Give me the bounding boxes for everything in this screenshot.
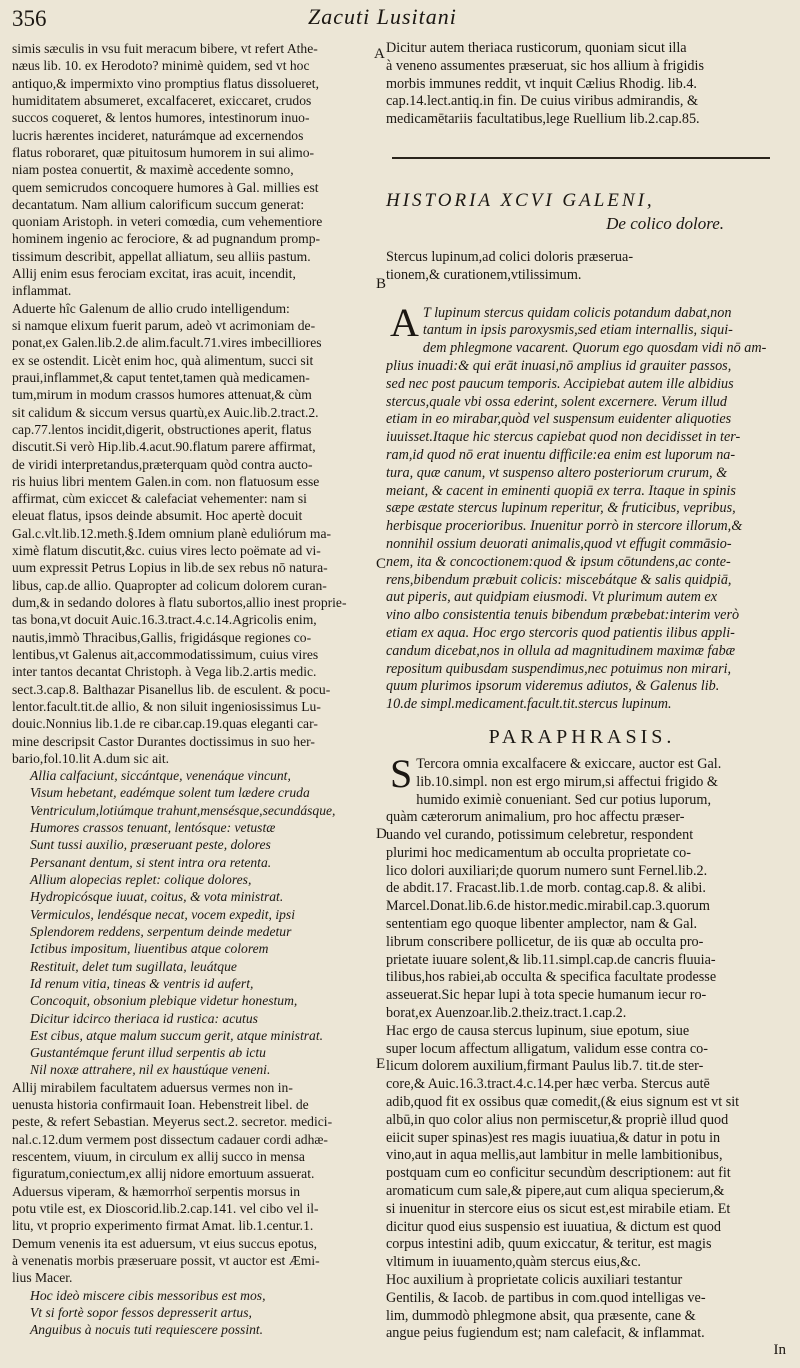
summary-line: Stercus lupinum,ad colici doloris præserua- [386, 248, 634, 265]
left-text-block-1 [12, 40, 376, 767]
text-line: decantatum. Nam allium calorificum succum generat: [12, 196, 305, 212]
history-text-continued [386, 358, 778, 714]
text-line: Aduersus viperam, & hæmorrhoï serpentis morsus in [12, 1183, 301, 1199]
text-line: dem phlegmone vacarent. Quorum ego quosdam vidi nō am- [422, 340, 767, 357]
text-line: quum plurimos ipsorum videremus adiutos, & Galenus lib. [386, 678, 720, 695]
text-line: de abdit.17. Fracast.lib.1.de morb. contag.cap.8. & alibi. [386, 880, 706, 897]
text-line: ex se ostendit. Licèt enim hoc, quà alimentum, succi sit [12, 352, 314, 368]
text-line: super locum affectum alligatum, validum esse contra co- [386, 1040, 709, 1057]
verse-line: Vermiculos, lendésque necat, vocem expedit, ipsi [30, 906, 295, 922]
text-line: Allij enim esus ferociam excitat, iras acuit, incendit, [12, 266, 296, 282]
margin-letter-e: E [376, 1056, 386, 1072]
margin-letter-a: A [374, 46, 385, 62]
text-line: plius inuadi:& qui erāt inuasi,nō amplius id grauiter passos, [386, 357, 732, 374]
text-line: Dicitur autem theriaca rusticorum, quoniam sicut illa [386, 40, 687, 56]
text-line: lib.10.simpl. non est ergo mirum,si affectui frigido & [416, 773, 718, 790]
text-line: hominem ingenio ac ferociore, & ad pugnandum promp- [12, 231, 321, 247]
text-line: borat,ex Auenzoar.lib.2.theiz.tract.1.cap.2. [386, 1005, 627, 1022]
text-line: figuratum,coniectum,ex allij nidore emortuum assuerat. [12, 1166, 315, 1182]
text-line: niam postea conuertit, & maximè accedente somno, [12, 162, 294, 178]
text-line: praui,inflammet,& caput tentet,tamen quà medicamen- [12, 369, 310, 385]
text-line: lico dolori auxiliari;de quorum numero sunt Fernel.lib.2. [386, 862, 708, 879]
text-line: peste, & refert Sebastian. Meyerus sect.2. secretor. medici- [12, 1114, 333, 1130]
text-line: morbis immunes reddit, vt inquit Cælius Rhodig. lib.4. [386, 75, 697, 92]
text-line: à veneno assumentes præseruat, sic hos allium à frigidis [386, 57, 704, 74]
text-line: affirmat, cùm exiccet & calefaciat vehementer: nam si [12, 491, 307, 507]
text-line: medicamētariis facultatibus,lege Ruellium lib.2.cap.85. [386, 111, 700, 128]
text-line: lucris hærentes incideret, naturámque ad excernendos [12, 127, 304, 143]
history-dropcap: A [390, 304, 419, 345]
text-line: ris huius libri mentem Galen.in com. non flatuosum esse [12, 473, 320, 489]
text-line: tantum in ipsis paroxysmis,sed etiam internallis, siqui- [422, 322, 733, 339]
text-line: aromaticum cum sale,& pipere,aut cum aliqua specierum,& [386, 1183, 725, 1200]
verse-line: Restituit, delet tum sugillata, leuátque [30, 958, 237, 974]
text-line: uenusta historia confirmauit Ioan. Hebenstreit libel. de [12, 1097, 309, 1113]
text-line: sed nec post paucum temporis. Accipiebat autem ille albidius [386, 375, 734, 392]
text-line: Hac ergo de causa stercus lupinum, siue epotum, siue [386, 1022, 690, 1039]
text-line: ram,id quod nō erat inuentu difficile:ea enim est luporum na- [386, 446, 736, 463]
text-line: lius Macer. [12, 1270, 73, 1286]
text-line: uando vel curando, potissimum celebretur, respondent [386, 827, 694, 844]
right-column [386, 40, 778, 1343]
text-line: litu, vt proprio experimento firmat Amat. lib.1.centur.1. [12, 1218, 314, 1234]
text-line: sæpe æstate stercus lupinum reperitur, & fruticibus, vepribus, [386, 500, 736, 517]
verse-line: Sunt tussi auxilio, præseruant peste, dolores [30, 837, 271, 853]
verse-line: Dicitur idcirco theriaca id rustica: acutus [30, 1010, 258, 1026]
text-line: si inuenitur in stercore eius os sicut est,est mirabile etiam. Et [386, 1200, 731, 1217]
text-line: stercus,quale vbi ossa ederint, solent excernere. Verum illud [386, 393, 727, 410]
verse-line: Vt si fortè sopor fessos depresserit artus, [30, 1304, 252, 1320]
text-line: flatus roboraret, quæ pituitosum humorem in sui alimo- [12, 144, 315, 160]
text-line: etiam ex aqua. Hoc ergo stercoris quod patientis ilibus appli- [386, 624, 735, 641]
text-line: vino albo consistentia tenuis bibendum præbebat:interim verò [386, 607, 740, 624]
text-line: uum expressit Petrus Lopius in lib.de sex rebus nō natura- [12, 560, 328, 576]
text-line: corpus intestini adib, quum exiccatur, & teritur, est magis [386, 1236, 712, 1253]
text-line: herbisque procerioribus. Inuenitur porrò in stercore illorum,& [386, 518, 743, 535]
verse-line: Allium alopecias replet: colique dolores, [30, 872, 252, 887]
text-line: vino,aut in aqua mellis,aut lambitur in melle lambitionibus, [386, 1147, 723, 1164]
text-line: sect.3.cap.8. Balthazar Pisanellus lib. de esculent. & pocu- [12, 681, 331, 697]
verse-line: Visum hebetant, eadémque solent tum lædere cruda [30, 785, 310, 801]
text-line: tas bona,vt docuit Auic.16.3.tract.4.c.14.Agricolis enim, [12, 612, 317, 628]
left-verse-block-1 [12, 767, 376, 1079]
text-line: Gentilis, & Iacob. de partibus in com.quod intelligas ve- [386, 1289, 706, 1306]
text-line: T lupinum stercus quidam colicis potandum dabat,non [422, 304, 732, 321]
catchword: In [773, 1342, 786, 1358]
text-line: discutit.Si verò Hip.lib.4.acut.90.flatum parere affirmat, [12, 439, 316, 455]
text-line: lentor.facult.tit.de allio, & non siluit ingeniosissimus Lu- [12, 698, 321, 714]
text-line: eleuat flatus, ipsos deinde absumit. Hoc apertè docuit [12, 508, 303, 524]
left-verse-block-2 [12, 1287, 376, 1339]
margin-letter-d: D [376, 826, 387, 842]
text-line: eiicit super spinas)est res magis iuuatiua,& datur in potu in [386, 1129, 721, 1146]
text-line: asseuerat.Sic hepar lupi à tota specie humanum iecur ro- [386, 987, 707, 1004]
paraphrasis-dropcap: S [390, 755, 413, 796]
text-line: tura, quæ canum, vt suspenso altero posteriorum crurum, & [386, 464, 728, 481]
verse-line: Id renum vitia, tineas & ventris id aufert, [30, 975, 254, 991]
text-line: quoniam Aristoph. in veteri comœdia, cum vehementiore [12, 214, 323, 230]
verse-line: Ventriculum,lotiúmque trahunt,mensésque,secundásque, [30, 802, 336, 818]
verse-line: Humores crassos tenuant, lentósque: vetustæ [30, 820, 276, 836]
verse-line: Hoc ideò miscere cibis messoribus est mos, [30, 1287, 266, 1303]
text-line: meiant, & cacent in eminenti quopiā ex terra. Itaque in spinis [386, 482, 736, 499]
text-line: postquam cum eo conficitur secundùm descriptionem: aut fit [386, 1165, 731, 1182]
text-line: succos coqueret, & lentos humores, intestinorum inuo- [12, 110, 310, 126]
text-line: antiquo,& impermixto vino promptius flatus dissolueret, [12, 75, 319, 91]
verse-line: Nil noxæ attrahere, nil ex haustúque veneni. [30, 1062, 271, 1078]
margin-letter-b: B [376, 276, 387, 292]
verse-line: Allia calfaciunt, siccántque, venenáque vincunt, [30, 768, 291, 784]
text-line: ximè flatum discutit,&c. cuius vires lecto poëmate ad vi- [12, 543, 321, 559]
text-line: iuuisset.Itaque hic stercus capiebat quod non decidisset in ter- [386, 429, 741, 446]
text-line: Demum venenis ita est aduersum, vt eius succus epotus, [12, 1235, 318, 1251]
left-column [12, 40, 376, 1338]
text-line: sit calidum & siccum versus quartù,ex Auic.lib.2.tract.2. [12, 404, 319, 420]
text-line: potu vtile est, ex Dioscorid.lib.2.cap.141. vel cibo vel il- [12, 1200, 319, 1216]
running-title: Zacuti Lusitani [308, 4, 457, 29]
text-line: Marcel.Donat.lib.6.de histor.medic.mirabil.cap.3.quorum [386, 898, 710, 915]
text-line: nem, ita & concoctionem:quod & ipsum cōtundens,ac conte- [386, 553, 731, 570]
text-line: cap.14.lect.antiq.in fin. De cuius viribus admirandis, & [386, 93, 699, 110]
text-line: nal.c.12.dum vermem post dissectum cadauer cordi adhæ- [12, 1131, 328, 1147]
text-line: humiditatem absumeret, excalfaceret, exiccaret, crudos [12, 92, 312, 108]
text-line: lim, dummodò phlegmone absit, qua præsente, cane & [386, 1307, 696, 1324]
text-line: dicitur quod eius suspensio est iuuatiua, & dictum est quod [386, 1218, 721, 1235]
text-line: dum,& in sedando dolores à flatu subortos,allio inest proprie- [12, 595, 347, 610]
left-text-block-2 [12, 1079, 376, 1287]
verse-line: Est cibus, atque malum succum gerit, atque ministrat. [30, 1027, 323, 1043]
text-line: 10.de simpl.medicament.facult.tit.stercus lupinum. [386, 696, 672, 713]
history-text [386, 305, 778, 358]
verse-line: Ictibus impositum, liuentibus atque colorem [30, 941, 269, 957]
text-line: ponat,ex Galen.lib.2.de alim.facult.71.vires imbecilliores [12, 335, 322, 351]
text-line: librum conscribere pollicetur, de iis quæ ab occulta pro- [386, 933, 704, 950]
verse-line: Persanant dentum, si stent intra ora retenta. [30, 854, 272, 870]
text-line: nautis,immò Thracibus,Gallis, frigidásque regiones co- [12, 629, 312, 645]
paraphrasis-text [386, 809, 778, 1343]
text-line: Allij mirabilem facultatem aduersus vermes non in- [12, 1079, 293, 1095]
text-line: Gal.c.vlt.lib.12.meth.§.Idem omnium planè eduliórum ma- [12, 525, 332, 541]
text-line: libus, cap.de allio. Quapropter ad colicum dolorem curan- [12, 577, 327, 593]
text-line: plurimi hoc medicamentum ab occulta proprietate co- [386, 844, 691, 861]
paraphrasis-title: PARAPHRASIS. [488, 725, 676, 748]
text-line: de viridi interpretandus,præterquam quòd contra aucto- [12, 456, 313, 472]
text-line: quem semicrudos concoquere humores à Gal. millies est [12, 179, 319, 195]
text-line: sententiam ego quoque libenter amplector, nam & Gal. [386, 916, 698, 933]
history-summary [386, 249, 778, 285]
text-line: etiam in eo mirabar,quòd vel suspensum euidenter aliquoties [386, 411, 732, 428]
paraphrasis-first [386, 756, 778, 809]
text-line: rescentem, viuum, in circulum ex allij succo in mensa [12, 1149, 305, 1164]
text-line: douic.Nonnius lib.1.de re cibar.cap.19.quas eleganti car- [12, 716, 318, 732]
text-line: bario,fol.10.lit A.dum sic ait. [12, 750, 170, 766]
summary-line: tionem,& curationem,vtilissimum. [386, 266, 582, 283]
history-subtitle: De colico dolore. [606, 213, 724, 233]
text-line: aut piperis, aut quidpiam eiusmodi. Vt plurimum autem ex [386, 589, 718, 606]
text-line: Aduerte hîc Galenum de allio crudo intelligendum: [12, 300, 290, 316]
text-line: quàm cæterorum animalium, pro hoc affectu præser- [386, 809, 685, 826]
text-line: tum,mirum in modum crassos humores attenuat,& cùm [12, 387, 312, 403]
text-line: nonnihil ossium deuorati animalis,quod vt effugit commāsio- [386, 535, 732, 552]
verse-line: Anguibus à nocuis tuti requiescere possint. [30, 1322, 264, 1338]
right-intro-block [386, 40, 778, 129]
text-line: albū,in quo color alius non permiscetur,& propriè illud quod [386, 1111, 729, 1128]
text-line: adib,quod fit ex ossibus quæ comedit,(& eius signum est vt sit [386, 1094, 740, 1111]
text-line: tilibus,hos rabiei,ab occulta & specifica facultate prodesse [386, 969, 717, 986]
verse-line: Splendorem reddens, serpentum deinde medetur [30, 923, 292, 939]
margin-letter-c: C [376, 556, 387, 572]
text-line: vltimum in iuuamento,quàm stercus eius,&c. [386, 1254, 641, 1271]
text-line: repositum quibusdam suspendimus,nec potuimus non mirari, [386, 660, 732, 677]
page-number: 356 [12, 6, 47, 31]
text-line: core,& Auic.16.3.tract.4.c.14.per hæc verba. Stercus autē [386, 1076, 710, 1093]
text-line: tissimum describit, appellat alliatum, seu alliis pastum. [12, 248, 311, 264]
text-line: à venenatis morbis præseruare possit, vt auctor est Æmi- [12, 1252, 320, 1268]
text-line: næus lib. 10. ex Herodoto? minimè quidem, sed vt hoc [12, 58, 310, 74]
text-line: Hoc auxilium à proprietate colicis auxiliari testantur [386, 1272, 683, 1289]
history-title: HISTORIA XCVI GALENI, [386, 189, 655, 211]
text-line: Tercora omnia excalfacere & exiccare, auctor est Gal. [416, 755, 722, 772]
text-line: cap.77.lentos incidit,digerit, obstructiones aperit, flatus [12, 421, 312, 437]
verse-line: Gustantémque ferunt illud serpentis ab ictu [30, 1045, 266, 1061]
text-line: si namque elixum fuerit parum, adeò vt acrimoniam de- [12, 318, 316, 333]
text-line: humido eximiè conueniant. Sed cur potius luporum, [416, 791, 711, 808]
text-line: mine descripsit Castor Durantes doctissimus in suo her- [12, 733, 315, 749]
text-line: licum dolorem auxilium,firmant Paulus lib.7. tit.de ster- [386, 1058, 704, 1075]
text-line: inter tantos decantat Christoph. à Vega lib.2.artis medic. [12, 664, 317, 680]
text-line: prietate iuuare solent,& lib.11.simpl.cap.de cancris fluuia- [386, 951, 716, 968]
verse-line: Concoquit, obsonium plebique videtur honestum, [30, 993, 298, 1009]
text-line: simis sæculis in vsu fuit meracum bibere, vt refert Athe- [12, 41, 318, 56]
verse-line: Hydropicósque iuuat, coitus, & vota ministrat. [30, 889, 284, 905]
text-line: inflammat. [12, 283, 72, 299]
text-line: rens,bibendum præbuit colicis: miscebátque & salis quidpiā, [386, 571, 732, 588]
text-line: candum dicebat,nos in ollula ad magnitudinem maximæ fabæ [386, 642, 736, 659]
text-line: lentibus,vt Galenus ait,accommodatissimum, cuius vires [12, 646, 319, 662]
text-line: angue peius fugiendum est; nam calefacit, & inflammat. [386, 1325, 705, 1342]
